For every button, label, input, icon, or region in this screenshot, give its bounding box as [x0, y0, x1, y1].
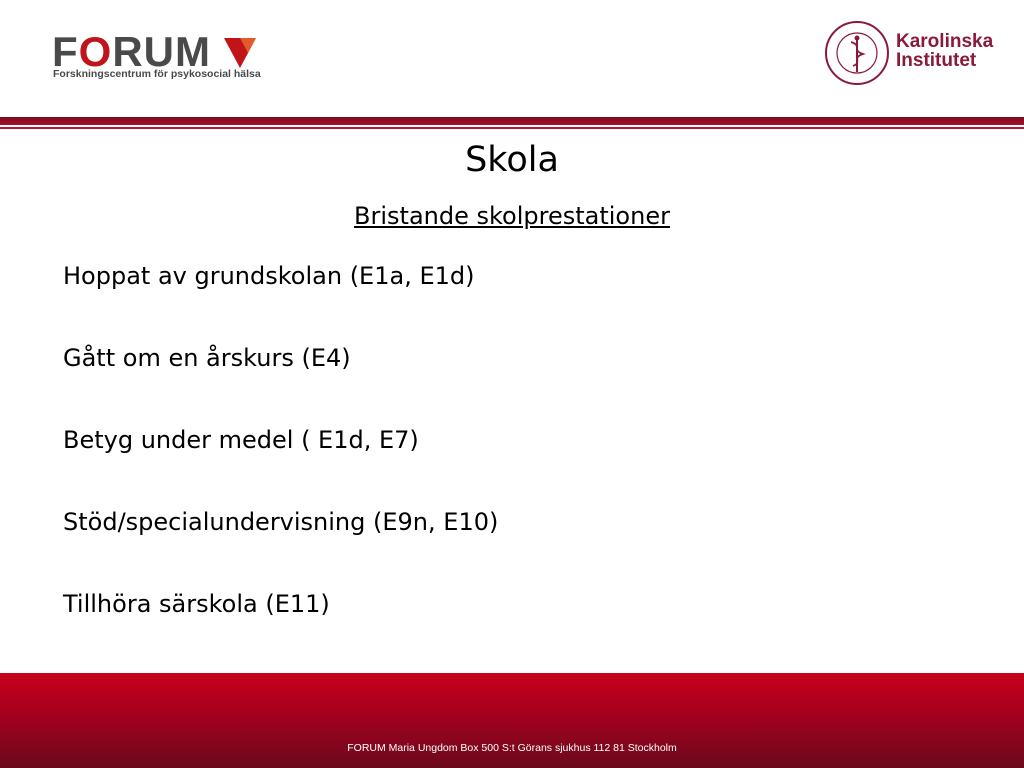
- karolinska-seal-icon: [824, 20, 890, 86]
- list-item: Gått om en årskurs (E4): [63, 344, 351, 372]
- forum-tagline: Forskningscentrum för psykosocial hälsa: [53, 68, 261, 80]
- karolinska-name: Karolinska Institutet: [896, 31, 994, 71]
- item-list: [63, 258, 498, 668]
- footer-address: FORUM Maria Ungdom Box 500 S:t Görans sjukhus 112 81 Stockholm: [347, 742, 677, 754]
- header-divider-line: [0, 127, 1024, 129]
- header: [0, 0, 1024, 118]
- list-item: Stöd/specialundervisning (E9n, E10): [63, 508, 499, 536]
- slide-subtitle: Bristande skolprestationer: [354, 202, 670, 230]
- forum-logo: [52, 30, 262, 90]
- list-item: Tillhöra särskola (E11): [63, 590, 330, 618]
- forum-triangle-icon: [224, 38, 256, 68]
- forum-logo-wordmark: FORUM: [52, 28, 211, 75]
- list-item: Hoppat av grundskolan (E1a, E1d): [63, 262, 475, 290]
- slide-title: Skola: [465, 140, 559, 180]
- list-item: Betyg under medel ( E1d, E7): [63, 426, 419, 454]
- header-divider: [0, 117, 1024, 125]
- karolinska-logo: [824, 20, 994, 90]
